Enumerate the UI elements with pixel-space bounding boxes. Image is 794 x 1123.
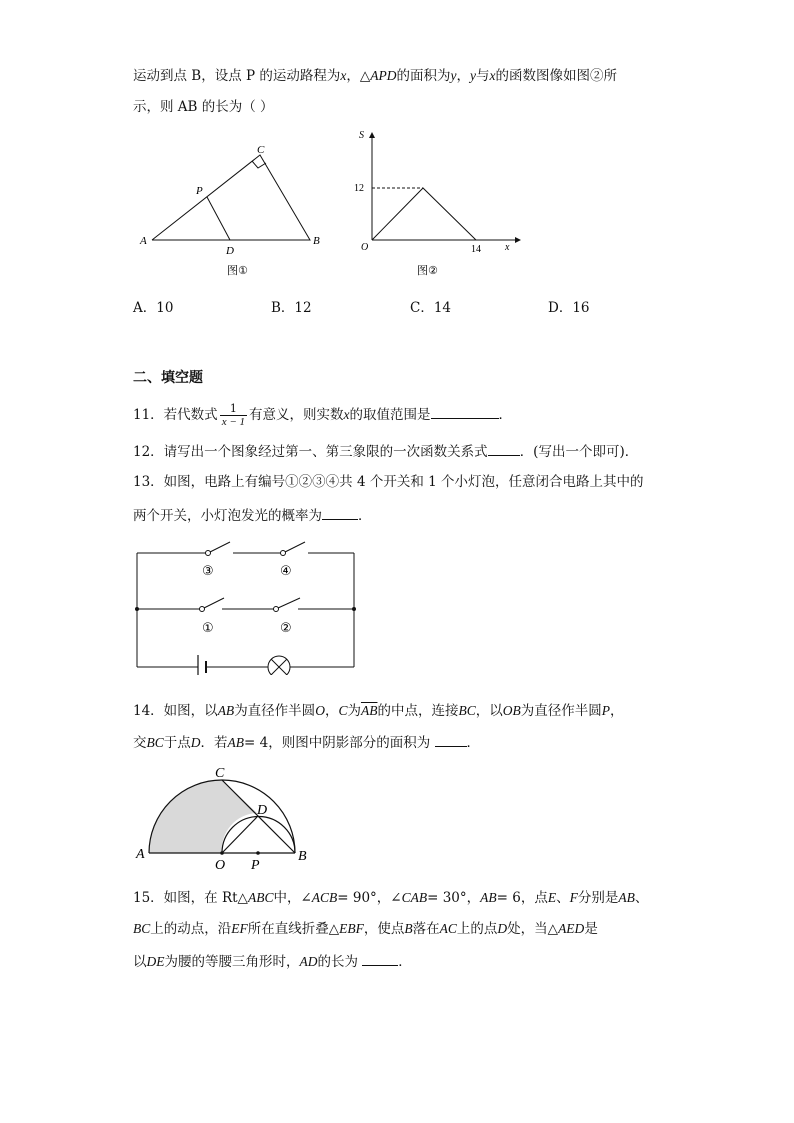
triangle-aed: AED [558, 921, 585, 936]
q13-line1: 13．如图，电路上有编号①②③④共 4 个开关和 1 个小灯泡，任意闭合电路上其中的 [133, 474, 644, 490]
q15-text: 上的动点，沿 [150, 921, 232, 937]
seg-ab: AB [618, 890, 635, 905]
q15-line2 [133, 919, 598, 939]
q14-text: = 4，则图中阴影部分的面积为 [244, 735, 431, 751]
q15-line1 [133, 888, 648, 908]
x-tick-14: 14 [471, 244, 481, 255]
triangle-acb [152, 155, 310, 240]
answer-blank[interactable] [488, 441, 520, 456]
label-b: B [313, 235, 320, 247]
figure-caption: 图① [227, 264, 248, 277]
point-b: B [404, 921, 413, 936]
q15-text: 是 [584, 921, 598, 937]
q13-line2 [133, 505, 372, 526]
q12-text: ．(写出一个即可)． [519, 444, 639, 460]
seg-bc: BC [458, 703, 476, 718]
section-heading: 二、填空题 [133, 370, 203, 386]
q10-text: ，△ [346, 68, 371, 84]
q14-text: 于点 [163, 735, 191, 751]
var-x: x [343, 407, 350, 422]
angle-acb: ACB [311, 890, 338, 905]
q11-text: ． [498, 407, 512, 423]
label-d: D [226, 245, 234, 257]
q15-line3 [133, 951, 412, 972]
q11-text: 的取值范围是 [349, 407, 431, 423]
var-x: x [340, 68, 347, 83]
q10-figure-1 [130, 140, 330, 280]
point-d: D [190, 735, 201, 750]
switch-1-pivot [200, 607, 205, 612]
x-axis-arrow [515, 237, 521, 243]
seg-ab: AB [227, 735, 245, 750]
switch-label-2: ② [280, 621, 292, 636]
q15-text: = 6，点 [496, 890, 548, 906]
function-graph [372, 188, 476, 240]
q15-text: 以 [133, 954, 147, 970]
q10-line1 [133, 66, 617, 86]
choice-b[interactable]: B．12 [271, 300, 312, 316]
q15-text: 落在 [412, 921, 440, 937]
q13-text: ． [358, 508, 372, 524]
q10-text: ， [456, 68, 471, 84]
origin-label: O [361, 242, 369, 253]
q15-text: 为腰的等腰三角形时， [164, 954, 300, 970]
choice-c[interactable]: C．14 [410, 300, 452, 316]
q14-text: 为直径作半圆 [520, 703, 602, 719]
q15-text: = 30°， [427, 890, 481, 906]
q14-text: ， [609, 703, 624, 719]
q10-figure-2 [335, 128, 525, 280]
q14-line1 [133, 701, 623, 721]
q14-text: ．若 [200, 735, 228, 751]
seg-ef: EF [231, 921, 248, 936]
angle-cab: CAB [401, 890, 428, 905]
circuit-figure [130, 535, 365, 675]
point-o: O [315, 703, 325, 718]
q14-text: ． [466, 735, 481, 751]
label-c: C [257, 144, 265, 156]
q15-text: 的长为 [317, 954, 358, 970]
answer-blank[interactable] [322, 505, 358, 520]
q15-text: 、 [556, 890, 570, 906]
q10-text: 的函数图像如图②所 [495, 68, 618, 84]
q14-text: 为 [347, 703, 361, 719]
seg-ab: AB [480, 890, 497, 905]
label-o: O [215, 858, 226, 873]
point-p-dot [256, 851, 260, 855]
switch-label-1: ① [202, 621, 214, 636]
switch-label-4: ④ [280, 564, 292, 579]
axis-label-s: S [359, 130, 364, 141]
triangle-abc: ABC [247, 890, 274, 905]
fraction-numerator: 1 [220, 403, 247, 416]
answer-blank[interactable] [435, 732, 467, 747]
switch-4-lever [285, 542, 305, 552]
label-p: P [251, 858, 260, 873]
triangle-ebf: EBF [339, 921, 364, 936]
choice-a[interactable]: A．10 [133, 300, 174, 316]
point-p: P [601, 703, 610, 718]
q12-text: 12．请写出一个图象经过第一、第三象限的一次函数关系式 [133, 444, 488, 460]
seg-de: DE [146, 954, 165, 969]
q15-text: 分别是 [577, 890, 619, 906]
q14-text: 交 [133, 735, 147, 751]
q10-line2: 示，则 AB 的长为（ ） [133, 99, 274, 115]
q15-text: ． [398, 954, 412, 970]
label-a: A [140, 235, 147, 247]
fraction-denominator: x − 1 [221, 416, 245, 428]
y-axis-arrow [369, 132, 375, 138]
switch-label-3: ③ [202, 564, 214, 579]
var-y: y [470, 68, 477, 83]
label-b: B [298, 849, 307, 864]
y-tick-12: 12 [354, 183, 364, 194]
segment-pd [207, 197, 230, 240]
label-a: A [136, 847, 145, 862]
q14-text: ，以 [475, 703, 503, 719]
q11-text: 11．若代数式 [133, 407, 218, 423]
point-d: D [497, 921, 508, 936]
q12 [133, 441, 638, 462]
point-f: F [569, 890, 578, 905]
q14-text: ， [324, 703, 339, 719]
point-o-dot [220, 851, 224, 855]
q13-text: 两个开关，小灯泡发光的概率为 [133, 508, 322, 524]
var-x: x [489, 68, 496, 83]
q10-text: 运动到点 B，设点 P 的运动路程为 [133, 68, 341, 84]
point-c: C [338, 703, 348, 718]
q15-text: 、 [634, 890, 649, 906]
q11 [133, 403, 512, 428]
q14-text: 为直径作半圆 [234, 703, 316, 719]
seg-ob: OB [502, 703, 521, 718]
q14-line2 [133, 732, 480, 753]
q15-text: 15．如图，在 Rt△ [133, 890, 248, 906]
choice-d[interactable]: D．16 [548, 300, 590, 316]
switch-2-pivot [274, 607, 279, 612]
point-e: E [547, 890, 557, 905]
q15-text: ，使点 [363, 921, 405, 937]
q14-text: 14．如图，以 [133, 703, 218, 719]
switch-1-lever [204, 598, 224, 608]
switch-4-pivot [281, 551, 286, 556]
q10-text: 与 [476, 68, 490, 84]
q15-text: 中，∠ [273, 890, 312, 906]
label-p: P [196, 185, 203, 197]
seg-bc: BC [133, 921, 151, 936]
seg-ab: AB [217, 703, 235, 718]
arc-ab: $\overline{AB}$ [360, 703, 378, 718]
axis-label-x: x [505, 242, 510, 253]
label-d: D [257, 803, 268, 818]
answer-blank[interactable] [431, 404, 499, 419]
q11-text: 有意义，则实数 [249, 407, 344, 423]
q10-text: 的面积为 [396, 68, 451, 84]
q14-text: 的中点，连接 [377, 703, 459, 719]
switch-2-lever [278, 598, 300, 608]
q15-text: 上的点 [456, 921, 498, 937]
switch-3-pivot [206, 551, 211, 556]
semicircle-figure [133, 763, 313, 873]
label-c: C [215, 766, 225, 781]
fraction [220, 403, 247, 428]
q15-text: = 90°，∠ [337, 890, 402, 906]
figure-caption: 图② [417, 264, 438, 277]
var-y: y [450, 68, 457, 83]
triangle-apd: APD [370, 68, 397, 83]
shaded-region [149, 780, 257, 853]
seg-bc: BC [146, 735, 164, 750]
q15-text: 所在直线折叠△ [247, 921, 340, 937]
q15-text: 处，当△ [507, 921, 559, 937]
seg-ac: AC [439, 921, 457, 936]
answer-blank[interactable] [362, 951, 398, 966]
switch-3-lever [210, 542, 230, 552]
seg-ad: AD [299, 954, 318, 969]
